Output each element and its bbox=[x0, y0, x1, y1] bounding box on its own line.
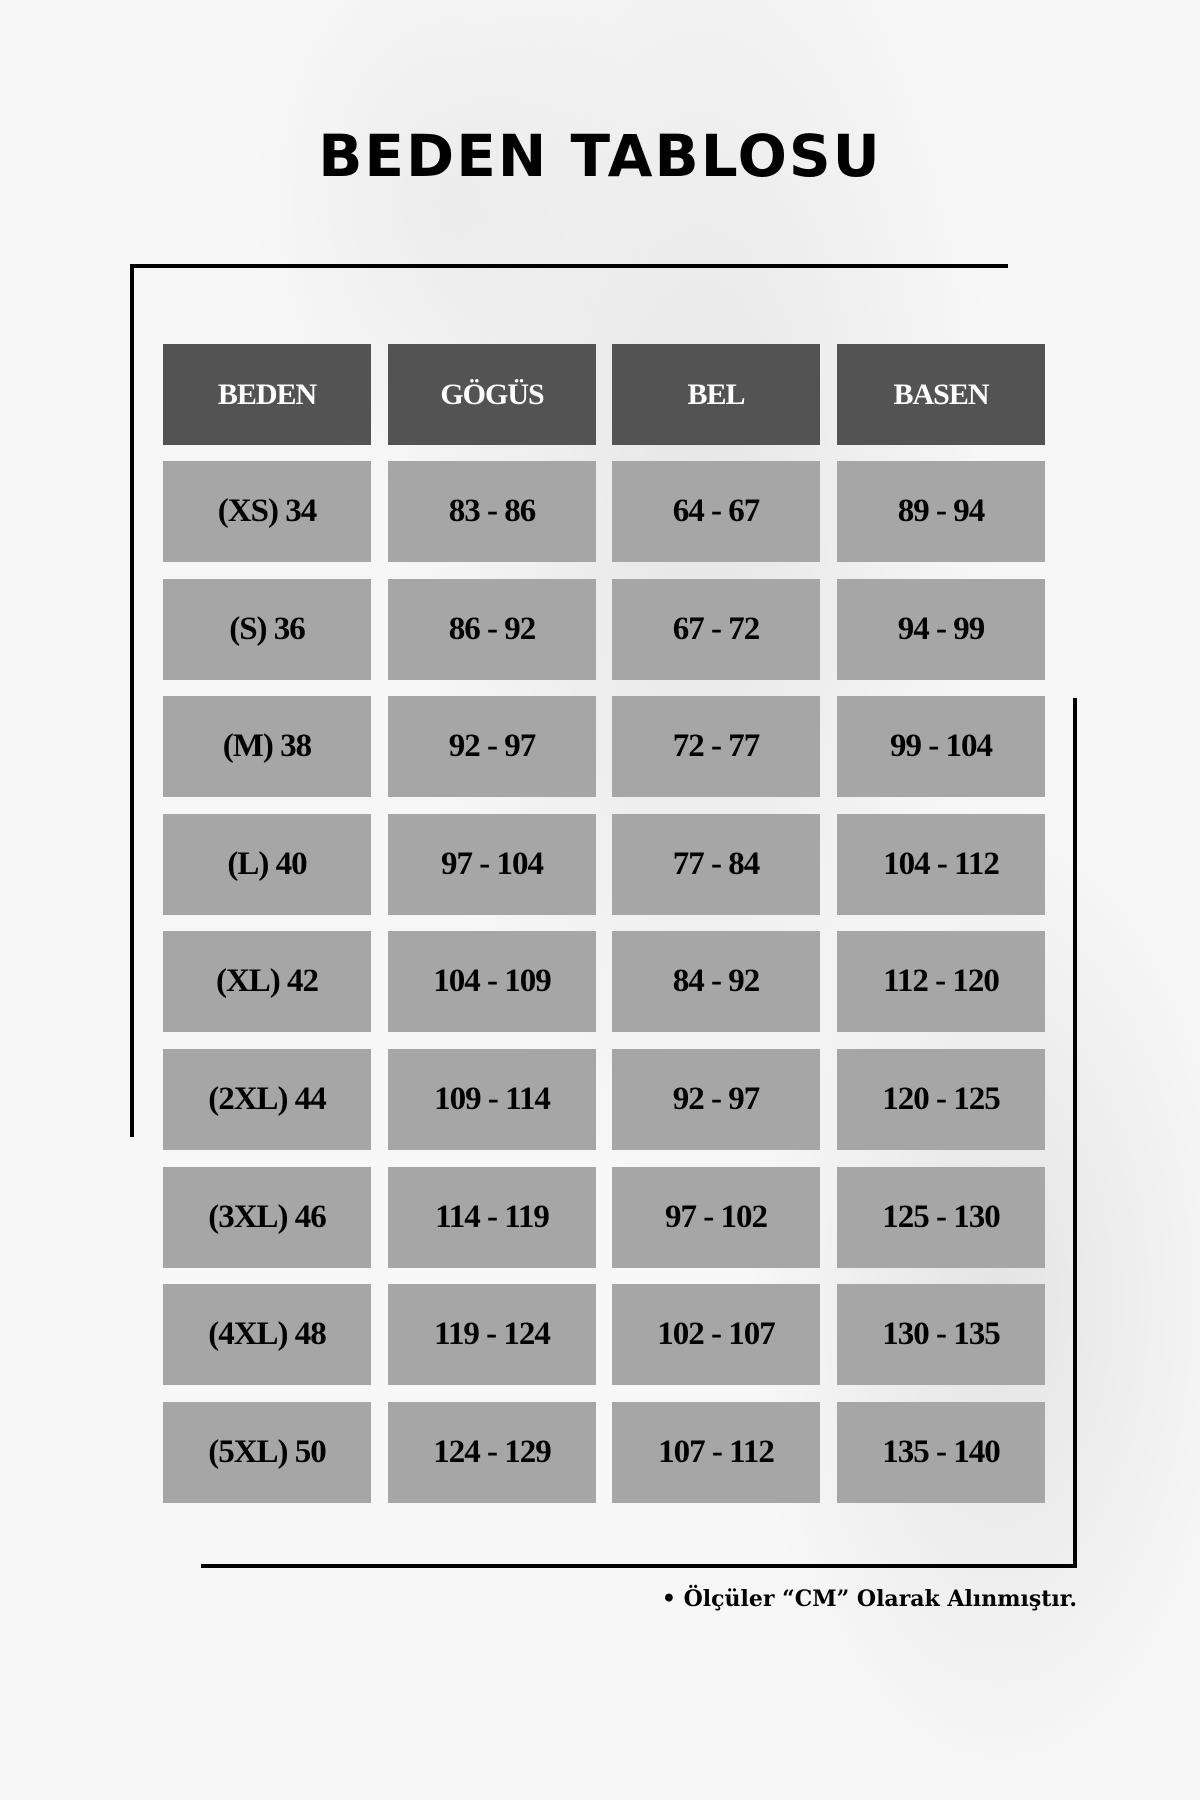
cell-basen: 89 - 94 bbox=[837, 461, 1045, 562]
header-gogus: GÖGÜS bbox=[388, 344, 596, 445]
cell-gogus: 92 - 97 bbox=[388, 696, 596, 797]
cell-gogus: 124 - 129 bbox=[388, 1402, 596, 1503]
cell-bel: 77 - 84 bbox=[612, 814, 820, 915]
header-bel: BEL bbox=[612, 344, 820, 445]
cell-beden: (4XL) 48 bbox=[163, 1284, 371, 1385]
cell-gogus: 86 - 92 bbox=[388, 579, 596, 680]
cell-basen: 104 - 112 bbox=[837, 814, 1045, 915]
cell-bel: 84 - 92 bbox=[612, 931, 820, 1032]
cell-beden: (5XL) 50 bbox=[163, 1402, 371, 1503]
frame-right-line bbox=[1073, 698, 1077, 1568]
cell-basen: 125 - 130 bbox=[837, 1167, 1045, 1268]
measurement-note: • Ölçüler “CM” Olarak Alınmıştır. bbox=[661, 1586, 1077, 1612]
frame-top-line bbox=[134, 264, 1008, 268]
cell-gogus: 114 - 119 bbox=[388, 1167, 596, 1268]
cell-basen: 130 - 135 bbox=[837, 1284, 1045, 1385]
cell-basen: 112 - 120 bbox=[837, 931, 1045, 1032]
cell-beden: (S) 36 bbox=[163, 579, 371, 680]
frame-bottom-line bbox=[201, 1564, 1077, 1568]
cell-basen: 99 - 104 bbox=[837, 696, 1045, 797]
cell-basen: 94 - 99 bbox=[837, 579, 1045, 680]
cell-beden: (XL) 42 bbox=[163, 931, 371, 1032]
cell-beden: (2XL) 44 bbox=[163, 1049, 371, 1150]
cell-beden: (XS) 34 bbox=[163, 461, 371, 562]
cell-bel: 102 - 107 bbox=[612, 1284, 820, 1385]
cell-gogus: 97 - 104 bbox=[388, 814, 596, 915]
header-basen: BASEN bbox=[837, 344, 1045, 445]
cell-beden: (M) 38 bbox=[163, 696, 371, 797]
page-title: BEDEN TABLOSU bbox=[318, 122, 882, 190]
cell-bel: 64 - 67 bbox=[612, 461, 820, 562]
frame-left-line bbox=[130, 264, 134, 1137]
cell-bel: 72 - 77 bbox=[612, 696, 820, 797]
cell-gogus: 104 - 109 bbox=[388, 931, 596, 1032]
cell-bel: 107 - 112 bbox=[612, 1402, 820, 1503]
cell-basen: 135 - 140 bbox=[837, 1402, 1045, 1503]
cell-gogus: 109 - 114 bbox=[388, 1049, 596, 1150]
cell-bel: 92 - 97 bbox=[612, 1049, 820, 1150]
cell-gogus: 83 - 86 bbox=[388, 461, 596, 562]
header-beden: BEDEN bbox=[163, 344, 371, 445]
cell-gogus: 119 - 124 bbox=[388, 1284, 596, 1385]
cell-bel: 67 - 72 bbox=[612, 579, 820, 680]
cell-beden: (3XL) 46 bbox=[163, 1167, 371, 1268]
cell-bel: 97 - 102 bbox=[612, 1167, 820, 1268]
cell-basen: 120 - 125 bbox=[837, 1049, 1045, 1150]
cell-beden: (L) 40 bbox=[163, 814, 371, 915]
